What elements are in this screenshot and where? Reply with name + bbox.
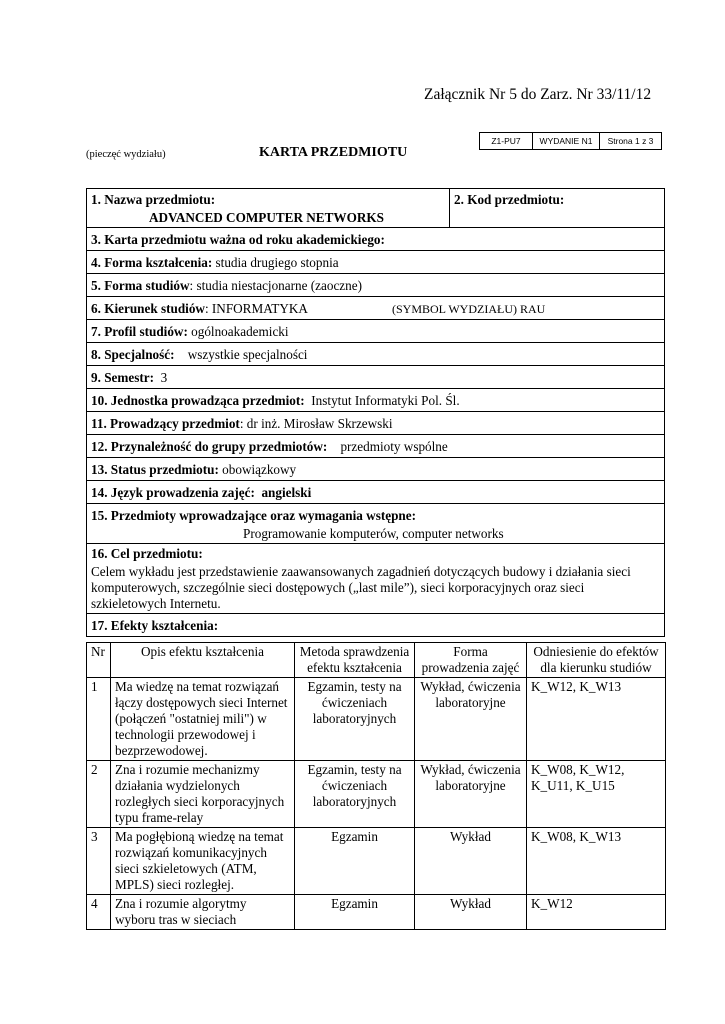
table-row bbox=[87, 828, 666, 895]
header-reference: Odniesienie do efektów dla kierunku studiów bbox=[527, 643, 666, 678]
semester-value: 3 bbox=[160, 370, 168, 385]
language-label: 14. Język prowadzenia zajęć: bbox=[91, 485, 255, 500]
row-language bbox=[86, 481, 665, 504]
education-form-label: 4. Forma kształcenia: bbox=[91, 255, 213, 270]
effect-method: Egzamin, testy na ćwiczeniach laboratoryjnych bbox=[295, 761, 415, 828]
row-prerequisites bbox=[86, 504, 665, 544]
effect-form: Wykład bbox=[415, 895, 527, 930]
faculty-stamp: (pieczęć wydziału) bbox=[86, 149, 166, 160]
study-profile-value: ogólnoakademicki bbox=[191, 324, 289, 339]
meta-edition: WYDANIE N1 bbox=[533, 133, 600, 150]
effect-description: Zna i rozumie mechanizmy działania wydzielonych rozległych sieci korporacyjnych typu frame-relay bbox=[111, 761, 295, 828]
study-profile-label: 7. Profil studiów: bbox=[91, 324, 188, 339]
course-goal-value: Celem wykładu jest przedstawienie zaawansowanych zagadnień dotyczących budowy i działania sieci komputerowych, szczególnie sieci dostępowych („last mile”), sieci korporacyjnych oraz sieci szkieletowych Internetu. bbox=[91, 564, 631, 611]
row-study-profile bbox=[86, 320, 665, 343]
header-form: Forma prowadzenia zajęć bbox=[415, 643, 527, 678]
lecturer-label: 11. Prowadzący przedmiot bbox=[91, 416, 240, 431]
row-field-of-study bbox=[86, 297, 665, 320]
effect-form: Wykład, ćwiczenia laboratoryjne bbox=[415, 678, 527, 761]
study-form-value: : studia niestacjonarne (zaoczne) bbox=[189, 278, 362, 293]
effect-nr: 2 bbox=[87, 761, 111, 828]
row-education-form bbox=[86, 251, 665, 274]
annex-note: Załącznik Nr 5 do Zarz. Nr 33/11/12 bbox=[424, 86, 652, 103]
effect-reference: K_W08, K_W13 bbox=[527, 828, 666, 895]
row-status bbox=[86, 458, 665, 481]
unit-label: 10. Jednostka prowadząca przedmiot: bbox=[91, 393, 305, 408]
meta-code: Z1-PU7 bbox=[480, 133, 533, 150]
course-goal-label: 16. Cel przedmiotu: bbox=[91, 546, 203, 561]
course-group-label: 12. Przynależność do grupy przedmiotów: bbox=[91, 439, 328, 454]
specialty-value: wszystkie specjalności bbox=[187, 347, 308, 362]
course-code-label: 2. Kod przedmiotu: bbox=[454, 192, 565, 207]
field-of-study-label: 6. Kierunek studiów bbox=[91, 301, 205, 316]
table-row bbox=[87, 761, 666, 828]
faculty-symbol: (SYMBOL WYDZIAŁU) RAU bbox=[392, 302, 546, 316]
effect-reference: K_W12, K_W13 bbox=[527, 678, 666, 761]
table-row bbox=[87, 895, 666, 930]
effect-form: Wykład, ćwiczenia laboratoryjne bbox=[415, 761, 527, 828]
row-effects-title: 17. Efekty kształcenia: bbox=[86, 614, 665, 637]
header-nr: Nr bbox=[87, 643, 111, 678]
effect-method: Egzamin, testy na ćwiczeniach laboratoryjnych bbox=[295, 678, 415, 761]
course-name-label: 1. Nazwa przedmiotu: bbox=[91, 192, 216, 207]
effect-nr: 3 bbox=[87, 828, 111, 895]
status-label: 13. Status przedmiotu: bbox=[91, 462, 219, 477]
row-specialty bbox=[86, 343, 665, 366]
specialty-label: 8. Specjalność: bbox=[91, 347, 175, 362]
row-study-form bbox=[86, 274, 665, 297]
education-form-value: studia drugiego stopnia bbox=[215, 255, 339, 270]
course-name-value: ADVANCED COMPUTER NETWORKS bbox=[149, 210, 384, 225]
row-unit bbox=[86, 389, 665, 412]
effect-description: Ma pogłębioną wiedzę na temat rozwiązań komunikacyjnych sieci szkieletowych (ATM, MPLS) sieci rozległej. bbox=[111, 828, 295, 895]
effect-nr: 4 bbox=[87, 895, 111, 930]
effect-description: Zna i rozumie algorytmy wyboru tras w sieciach bbox=[111, 895, 295, 930]
document-title: KARTA PRZEDMIOTU bbox=[259, 145, 408, 160]
prerequisites-label: 15. Przedmioty wprowadzające oraz wymagania wstępne: bbox=[91, 508, 416, 523]
prerequisites-value: Programowanie komputerów, computer networks bbox=[243, 526, 504, 541]
semester-label: 9. Semestr: bbox=[91, 370, 154, 385]
row-lecturer bbox=[86, 412, 665, 435]
meta-page: Strona 1 z 3 bbox=[600, 133, 662, 150]
status-value: obowiązkowy bbox=[222, 462, 297, 477]
effect-reference: K_W12 bbox=[527, 895, 666, 930]
course-group-value: przedmioty wspólne bbox=[340, 439, 448, 454]
effect-method: Egzamin bbox=[295, 828, 415, 895]
unit-value: Instytut Informatyki Pol. Śl. bbox=[311, 393, 460, 408]
effect-form: Wykład bbox=[415, 828, 527, 895]
row-semester bbox=[86, 366, 665, 389]
row-valid-year: 3. Karta przedmiotu ważna od roku akademickiego: bbox=[86, 228, 665, 251]
effect-nr: 1 bbox=[87, 678, 111, 761]
header-method: Metoda sprawdzenia efektu kształcenia bbox=[295, 643, 415, 678]
study-form-label: 5. Forma studiów bbox=[91, 278, 190, 293]
effect-method: Egzamin bbox=[295, 895, 415, 930]
document-meta-table bbox=[479, 132, 662, 150]
effect-reference: K_W08, K_W12, K_U11, K_U15 bbox=[527, 761, 666, 828]
effects-header-row bbox=[87, 643, 666, 678]
lecturer-value: : dr inż. Mirosław Skrzewski bbox=[239, 416, 393, 431]
field-of-study-value: : INFORMATYKA bbox=[204, 301, 308, 316]
learning-effects-table bbox=[86, 642, 666, 930]
language-value: angielski bbox=[261, 485, 312, 500]
table-row bbox=[87, 678, 666, 761]
effect-description: Ma wiedzę na temat rozwiązań łączy dostępowych sieci Internet (połączeń "ostatniej mili") w technologii przewodowej i bezprzewodowej. bbox=[111, 678, 295, 761]
row-course-group bbox=[86, 435, 665, 458]
row-course-name bbox=[86, 188, 665, 228]
row-course-goal bbox=[86, 544, 665, 614]
header-description: Opis efektu kształcenia bbox=[111, 643, 295, 678]
course-form bbox=[86, 188, 665, 637]
